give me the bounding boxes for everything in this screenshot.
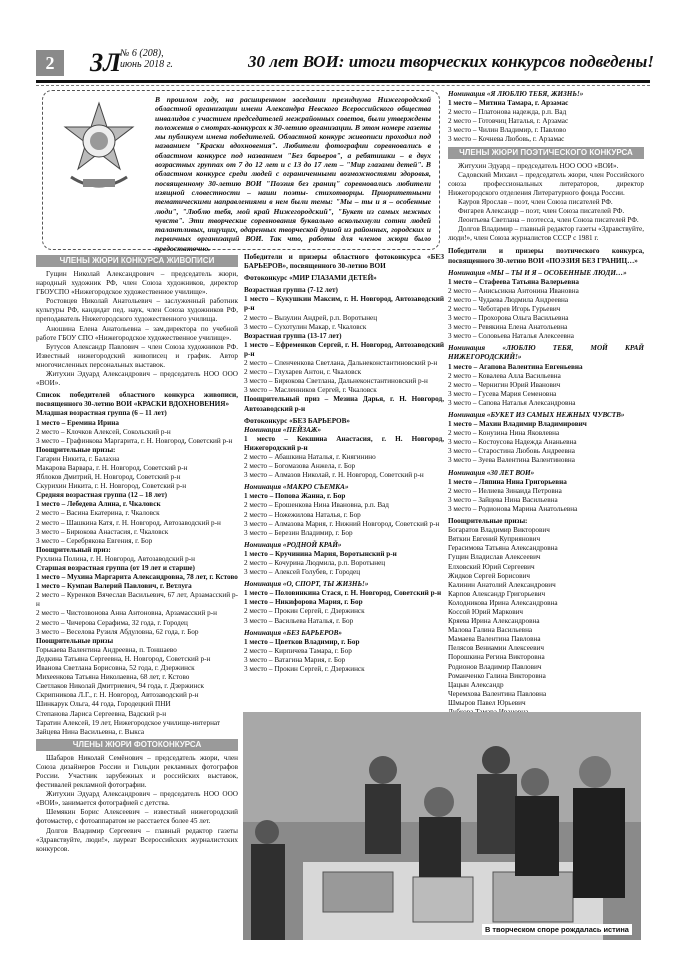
list-item: 2 место – Глухарев Антон, г. Чкаловск bbox=[244, 368, 362, 377]
middle-group-title: Средняя возрастная группа (12 – 18 лет) bbox=[36, 491, 168, 500]
list-item: 3 место – Зуева Валентина Валентиновна bbox=[448, 456, 575, 465]
list-item: 2 место – Чудаева Людмила Андреевна bbox=[448, 295, 569, 304]
jury-photo-entry: Шемякин Борис Алексеевич – известный нижегородский фотомастер, с фотоаппаратом не расстается более 45 лет. bbox=[36, 808, 238, 826]
list-item: 2 место – Чичерова Серафима, 32 года, г. Городец bbox=[36, 618, 188, 627]
list-item: 1 место – Махин Владимир Владимирович bbox=[448, 420, 587, 429]
junior-group-title: Младшая возрастная группа (6 – 11 лет) bbox=[36, 409, 167, 418]
jury-paint-entry: Гущин Николай Александрович – председатель жюри, народный художник РФ, член Союза художников, директор ГБОУСПО «Нижегородское художественное училище». bbox=[36, 270, 238, 297]
list-item: 2 место – Богомазова Анжела, г. Бор bbox=[244, 462, 356, 471]
list-item: 2 место – Иелиева Зинаида Петровна bbox=[448, 486, 562, 495]
dashed-rule bbox=[36, 85, 650, 86]
top-rule bbox=[36, 80, 650, 83]
list-item: 2 место – Кирпичева Тамара, г. Бор bbox=[244, 646, 352, 655]
jury-paint-entry: Ростовцев Николай Анатольевич – заслуженный работник культуры РФ, кандидат пед. наук, член Союза художников РФ, преподаватель Нижегородского художественного училища. bbox=[36, 297, 238, 324]
list-item: 3 место – Ревякина Елена Анатольевна bbox=[448, 323, 568, 332]
nomination-list bbox=[448, 99, 644, 144]
list-item: Гущин Владислав Алексеевич bbox=[448, 553, 541, 562]
list-item: 2 место – Ковалева Алла Васильевна bbox=[448, 371, 561, 380]
issue-number: № 6 (208), bbox=[120, 48, 164, 59]
list-item: 1 место – Кручинина Мария, Воротынский р-н bbox=[244, 549, 397, 558]
nomination-title: Номинация «БЕЗ БАРЬЕРОВ» bbox=[244, 628, 342, 637]
column-left bbox=[36, 253, 238, 854]
list-item: 3 место – Алмазов Николай, г. Н. Новгород, Советский р-н bbox=[244, 471, 424, 480]
list-item: Светлаков Николай Дмитриевич, 94 года, г. Дзержинск bbox=[36, 682, 205, 691]
adult-contest-title: Фотоконкурс «БЕЗ БАРЬЕРОВ» bbox=[244, 416, 351, 425]
list-item: Макарова Варвара, г. Н. Новгород, Советский р-н bbox=[36, 463, 188, 472]
nomination-list bbox=[244, 550, 444, 577]
jury-paint-entry: Бутусов Александр Павлович – член Союза художников РФ. Известный нижегородский живописец и график. Автор многочисленных персональных выставок. bbox=[36, 342, 238, 369]
page-number: 2 bbox=[36, 50, 64, 76]
list-item: Пелясов Вениамин Алексеевич bbox=[448, 644, 544, 653]
list-item: 2 место – Чистозвонова Анна Антоновна, Арзамасский р-н bbox=[36, 609, 217, 618]
list-item: Колодникова Ирина Александровна bbox=[448, 598, 558, 607]
nomination-list bbox=[448, 478, 644, 514]
intro-box bbox=[42, 90, 440, 253]
list-item: 1 место – Митина Тамара, г. Арзамас bbox=[448, 99, 569, 108]
list-item: Дедкина Татьяна Сергеевна, Н. Новгород, Советский р-н bbox=[36, 654, 211, 663]
list-item: 2 место – Конузина Нина Яковлевна bbox=[448, 429, 560, 438]
list-item: 2 место – Васина Екатерина, г. Чкаловск bbox=[36, 509, 160, 518]
list-item: 3 место – Ватагина Мария, г. Бор bbox=[244, 655, 346, 664]
jury-photo bbox=[243, 712, 641, 940]
list-item: 3 место – Чилин Владимир, г. Павлово bbox=[448, 126, 567, 135]
list-item: Таратин Алексей, 19 лет, Нижегородское училище-интернат bbox=[36, 718, 221, 727]
issue-date: июнь 2018 г. bbox=[120, 59, 173, 70]
list-item: Карпов Александр Григорьевич bbox=[448, 589, 546, 598]
nomination-list bbox=[244, 492, 444, 537]
nomination-title: Номинация «О, СПОРТ, ТЫ ЖИЗНЬ!» bbox=[244, 580, 369, 589]
nomination-title: Номинация «МАКРО СЪЕМКА» bbox=[244, 483, 349, 492]
nomination-title: Номинация «ЛЮБЛЮ ТЕБЯ, МОЙ КРАЙ НИЖЕГОРОДСКИЙ!» bbox=[448, 344, 644, 362]
nomination-list bbox=[448, 363, 644, 408]
nomination-title: Номинация «РОДНОЙ КРАЙ» bbox=[244, 540, 342, 549]
senior-group-title: Старшая возрастная группа (от 19 лет и старше) bbox=[36, 564, 195, 572]
issue-info bbox=[120, 48, 173, 70]
list-item: 3 место – Алексей Голубев, г. Городец bbox=[244, 568, 361, 577]
list-item: Рухлина Полина, г. Н. Новгород, Автозаводский р-н bbox=[36, 554, 195, 563]
newspaper-logo: ЗЛ bbox=[90, 48, 122, 77]
nomination-list bbox=[244, 435, 444, 480]
list-item: Жидков Сергей Борисович bbox=[448, 571, 531, 580]
column-middle bbox=[244, 253, 444, 674]
senior-list bbox=[36, 573, 238, 637]
nomination-title: Номинация «ПЕЙЗАЖ» bbox=[244, 425, 322, 434]
jury-poetry-entry: Житухин Эдуард – председатель НОО ООО «ВОИ». bbox=[458, 161, 619, 170]
jury-poetry-heading: ЧЛЕНЫ ЖЮРИ ПОЭТИЧЕСКОГО КОНКУРСА bbox=[448, 147, 644, 159]
nomination-list bbox=[448, 278, 644, 342]
list-item: 1 место – Цветков Владимир, г. Бор bbox=[244, 637, 360, 646]
list-item: Романченко Галина Викторовна bbox=[448, 671, 546, 680]
voi-emblem-icon bbox=[53, 99, 145, 199]
list-item: 3 место – Прохорова Ольга Васильевна bbox=[448, 314, 569, 323]
junior-prize-list bbox=[36, 455, 238, 491]
list-item: 3 место – Прокин Сергей, г. Дзержинск bbox=[244, 665, 365, 674]
age-group-title: Возрастная группа (13-17 лет) bbox=[244, 331, 342, 340]
prizes-title: Поощрительные призы: bbox=[448, 517, 528, 526]
jury-poetry-entry: Фигарев Александр – поэт, член Союза писателей РФ. bbox=[458, 207, 625, 216]
list-item: 3 место – Березин Владимир, г. Бор bbox=[244, 528, 353, 537]
list-item: 3 место – Бирюкова Анастасия, г. Чкаловск bbox=[36, 527, 169, 536]
list-item: 2 место – Готовчиц Наталья, г. Арзамас bbox=[448, 117, 569, 126]
jury-photo-entry: Долгов Владимир Сергеевич – главный редактор газеты «Здравствуйте, люди!», лауреат Всероссийских журналистских конкурсов. bbox=[36, 826, 238, 853]
list-item: Поощрительный приз – Мезина Дарья, г. Н. Новгород, Автозаводский р-н bbox=[244, 395, 444, 413]
list-item: 3 место – Сапова Наталья Александровна bbox=[448, 398, 576, 407]
jury-poetry-entry: Садовский Михаил – председатель жюри, член Российского союза профессиональных литераторов, директор Нижегородского отделения Литературного фонда России. bbox=[448, 170, 644, 197]
paint-contest-title: Список победителей областного конкурса живописи, посвященного 30-летию ВОИ «КРАСКИ ВДОХНОВЕНИЯ» bbox=[36, 391, 238, 409]
list-item: 1 место – Еремина Ирина bbox=[36, 418, 119, 427]
list-item: 2 место – Прокин Сергей, г. Дзержинск bbox=[244, 607, 365, 616]
list-item: 1 место – Никифорова Мария, г. Бор bbox=[244, 598, 363, 607]
list-item: Цацын Александр bbox=[448, 680, 504, 689]
list-item: 1 место – Попова Жанна, г. Бор bbox=[244, 492, 346, 501]
list-item: Скурихин Никита, г. Н. Новгород, Советский р-н bbox=[36, 482, 187, 491]
list-item: 1 место – Ефременков Сергей, г. Н. Новгород, Автозаводский р-н bbox=[244, 340, 444, 358]
list-item: 1 место – Кумпан Валерий Павлович, г. Ветлуга bbox=[36, 582, 192, 591]
list-item: 3 место – Сухотулин Макар, г. Чкаловск bbox=[244, 322, 367, 331]
prizes-list bbox=[448, 526, 644, 717]
jury-paint-heading: ЧЛЕНЫ ЖЮРИ КОНКУРСА ЖИВОПИСИ bbox=[36, 255, 238, 267]
list-item: 1 место – Кукушкин Максим, г. Н. Новгород, Автозаводский р-н bbox=[244, 295, 444, 313]
list-item: Коссой Юрий Маркович bbox=[448, 607, 524, 616]
list-item: Черемхова Валентина Павловна bbox=[448, 689, 547, 698]
list-item: 3 место – Родионова Марина Анатольевна bbox=[448, 504, 578, 513]
middle-prize-title: Поощрительный приз: bbox=[36, 545, 111, 554]
list-item: 1 место – Лебедева Алина, г. Чкаловск bbox=[36, 500, 161, 509]
list-item: 3 место – Соловьева Наталья Алексеевна bbox=[448, 332, 574, 341]
list-item: 2 место – Анисьсикна Антонина Ивановна bbox=[448, 286, 579, 295]
column-right bbox=[448, 90, 644, 717]
list-item: Степанова Лариса Сергеевна, Вадский р-н bbox=[36, 709, 167, 718]
list-item: Калинин Анатолий Александрович bbox=[448, 580, 556, 589]
list-item: 1 место – Агапова Валентина Евгеньевна bbox=[448, 362, 583, 371]
jury-poetry-entry: Кауров Ярослав – поэт, член Союза писателей РФ. bbox=[458, 197, 613, 206]
list-item: Шмыров Павел Юрьевич bbox=[448, 698, 526, 707]
list-item: Кряева Ирина Александровна bbox=[448, 617, 540, 626]
list-item: 3 место – Веселова Рузиля Абдуловна, 62 года, г. Бор bbox=[36, 627, 199, 636]
jury-photo-heading: ЧЛЕНЫ ЖЮРИ ФОТОКОНКУРСА bbox=[36, 739, 238, 751]
list-item: 1 место – Ляпина Нина Григорьевна bbox=[448, 477, 567, 486]
photo-contest-title: Победители и призеры областного фотоконкурса «БЕЗ БАРЬЕРОВ», посвященного 30-летию ВОИ bbox=[244, 253, 444, 271]
age-group-list bbox=[244, 295, 444, 331]
list-item: Вяткин Евгений Куприянович bbox=[448, 535, 541, 544]
list-item: 2 место – Кочурина Людмила, р.п. Воротынец bbox=[244, 559, 386, 567]
senior-prize-title: Поощрительные призы bbox=[36, 636, 114, 645]
nomination-list bbox=[244, 589, 444, 625]
list-item: 3 место – Алмазова Мария, г. Нижний Новгород, Советский р-н bbox=[244, 519, 440, 528]
photo-caption: В творческом споре рождалась истина bbox=[482, 924, 632, 935]
senior-prize-list bbox=[36, 646, 238, 737]
jury-photo-image bbox=[243, 712, 641, 940]
list-item: Скрипникова Л.Г., г. Н. Новгород, Автозаводский р-н bbox=[36, 691, 199, 700]
list-item: 2 место – Клочков Алексей, Сокольский р-н bbox=[36, 427, 171, 436]
age-group-title: Возрастная группа (7-12 лет) bbox=[244, 286, 338, 295]
list-item: Порошкина Регина Викторовна bbox=[448, 653, 545, 662]
list-item: 1 место – Мухина Маргарита Александровна, 78 лет, г. Кстово bbox=[36, 573, 238, 582]
jury-photo-entry: Шабаров Николай Семёнович – председатель жюри, член Союза дизайнеров России и Гильдии рекламных фотографов России. Участник зарубежных и российских выставок, фестивалей рекламной фотографии. bbox=[36, 753, 238, 790]
kids-contest-title: Фотоконкурс «МИР ГЛАЗАМИ ДЕТЕЙ» bbox=[244, 274, 377, 283]
middle-list bbox=[36, 500, 238, 545]
intro-text: В прошлом году, на расширенном заседании президиума Нижегородской областной организации имени Александра Невского Всероссийского общества инвалидов с участием председателей межрайонных советов, были утверждены положения о смотрах-конкурсах к 30-летию организации. В этом номере газеты мы публикуем имена победителей. Областной конкурс живописи проходил под названием "Краски вдохновения". Любители фотографии соревновались в областном конкурсе под названием "Без барьеров", а ребятишки – в двух возрастных группах от 7 до 12 лет и с 13 до 17 лет – "Мир глазами детей". В областном конкурсе среди людей с ограниченными возможностями здоровья, посвященному 30-летию ВОИ "Поэзия без границ" соревновались любители изящной словестности – наши поэты- стихотворцы. Приоритетными тематическими направлениями в нем были темы: "Мы – ты и я – особенные люди", "Люблю тебя, мой край Нижегородский", "Букет из самых нежных чувств". Эти творческие соревнования буквально всколыхнули сотни людей талантливых, ищущих, одаренных творческой душой из районных, городских и первичных организаций ВОИ. Так что, работы для членов жюри было предостаточно. bbox=[155, 95, 431, 253]
junior-prize-title: Поощрительные призы: bbox=[36, 445, 116, 454]
list-item: 2 место – Спенченкова Светлана, Дальнеконстантиновский р-н bbox=[244, 359, 438, 368]
jury-paint-entry: Житухин Эдуард Александрович – председатель НОО ООО «ВОИ». bbox=[36, 370, 238, 388]
list-item: 2 место – Шашкина Катя, г. Н. Новгород, Автозаводский р-н bbox=[36, 518, 221, 527]
list-item: 2 место – Чеботарев Игорь Гурьевич bbox=[448, 304, 561, 313]
list-item: Богаратов Владимир Викторович bbox=[448, 526, 550, 535]
list-item: 1 место – Стафеева Татьяна Валерьевна bbox=[448, 277, 579, 286]
list-item: 3 место – Кочнева Любовь, г. Арзамас bbox=[448, 135, 565, 144]
jury-photo-entry: Житухин Эдуард Александрович – председатель НОО ООО «ВОИ», занимается фотографией с детства. bbox=[36, 790, 238, 808]
list-item: 3 место – Васильева Наталья, г. Бор bbox=[244, 616, 354, 625]
list-item: 3 место – Гусева Мария Семеновна bbox=[448, 389, 557, 398]
nomination-title: Номинация «Я ЛЮБЛЮ ТЕБЯ, ЖИЗНЬ!» bbox=[448, 90, 584, 98]
list-item: 3 место – Графинкова Маргарита, г. Н. Новгород, Советский р-н bbox=[36, 436, 233, 445]
nomination-list bbox=[244, 638, 444, 674]
poetry-contest-title: Победители и призеры поэтического конкурса, посвященного 30-летию ВОИ «ПОЭЗИЯ БЕЗ ГРАНИЦ…» bbox=[448, 247, 644, 265]
nomination-title: Номинация «БУКЕТ ИЗ САМЫХ НЕЖНЫХ ЧУВСТВ» bbox=[448, 411, 625, 419]
nomination-title: Номинация «30 ЛЕТ ВОИ» bbox=[448, 468, 535, 477]
list-item: Зайцева Нина Васильевна, г. Выкса bbox=[36, 727, 145, 736]
list-item: 3 место – Костоусова Надежда Ананьевна bbox=[448, 438, 577, 447]
list-item: 2 место – Ножежилова Наталья, г. Бор bbox=[244, 510, 361, 519]
list-item: 2 место – Чернигин Юрий Иванович bbox=[448, 380, 561, 389]
list-item: Малова Галина Васильевна bbox=[448, 626, 533, 635]
list-item: 3 место – Старостина Любовь Андреевна bbox=[448, 447, 575, 456]
list-item: 3 место – Масленников Сергей, г. Чкаловск bbox=[244, 386, 377, 395]
jury-poetry-entry: Леонтьева Светлана – поэтесса, член Союза писателей РФ. bbox=[458, 216, 639, 225]
list-item: Иванова Светлана Борисовна, 52 года, г. Дзержинск bbox=[36, 664, 195, 673]
list-item: 1 место – Половинкина Стася, г. Н. Новгород, Советский р-н bbox=[244, 589, 442, 598]
junior-list bbox=[36, 419, 238, 446]
list-item: 1 место – Кекшина Анастасия, г. Н. Новгород, Нижегородский р-н bbox=[244, 434, 444, 452]
list-item: 2 место – Куренков Вячеслав Васильевич, 67 лет, Арзамасский р-н bbox=[36, 591, 238, 609]
list-item: 3 место – Серебрякова Евгения, г. Бор bbox=[36, 536, 153, 545]
page-headline: 30 лет ВОИ: итоги творческих конкурсов подведены! bbox=[248, 52, 654, 71]
list-item: 3 место – Зайцева Нина Васильевна bbox=[448, 495, 558, 504]
list-item: 3 место – Бирюкова Светлана, Дальнеконстантиновский р-н bbox=[244, 377, 428, 386]
list-item: Родионов Владимир Павлович bbox=[448, 662, 542, 671]
nomination-list bbox=[448, 420, 644, 465]
list-item: Шинкарук Ольга, 44 года, Городецкий ПНИ bbox=[36, 700, 171, 709]
list-item: 2 место – Ерошенкова Нина Ивановна, р.п. Вад bbox=[244, 501, 389, 510]
jury-paint-entry: Аношина Елена Анатольевна – зам.директора по учебной работе ГБОУ СПО «Нижегородское художественное училище». bbox=[36, 324, 238, 342]
list-item: 2 место – Вызулин Андрей, р.п. Воротынец bbox=[244, 313, 378, 322]
list-item: 2 место – Платонова надежда, р.п. Вад bbox=[448, 108, 567, 117]
list-item: Герасимова Татьяна Александровна bbox=[448, 544, 558, 553]
jury-poetry-entry: Долгов Владимир – главный редактор газеты «Здравствуйте, люди!», член Союза журналистов СССР с 1981 г. bbox=[448, 225, 644, 243]
list-item: Михеенкова Татьяна Николаевна, 68 лет, г. Кстово bbox=[36, 673, 190, 682]
list-item: Елховский Юрий Сергеевич bbox=[448, 562, 535, 571]
list-item: Яблоков Дмитрий, Н. Новгород, Советский р-н bbox=[36, 473, 181, 482]
list-item: 2 место – Абашкина Наталья, г. Княгинино bbox=[244, 452, 376, 461]
nomination-title: Номинация «МЫ – ТЫ И Я – ОСОБЕННЫЕ ЛЮДИ…» bbox=[448, 268, 627, 277]
list-item: Мамаева Валентина Павловна bbox=[448, 635, 541, 644]
age-group-list bbox=[244, 341, 444, 414]
list-item: Гагарин Никита, г. Балахна bbox=[36, 454, 120, 463]
list-item: Горькаева Валентина Андреевна, п. Тоншаево bbox=[36, 645, 177, 654]
